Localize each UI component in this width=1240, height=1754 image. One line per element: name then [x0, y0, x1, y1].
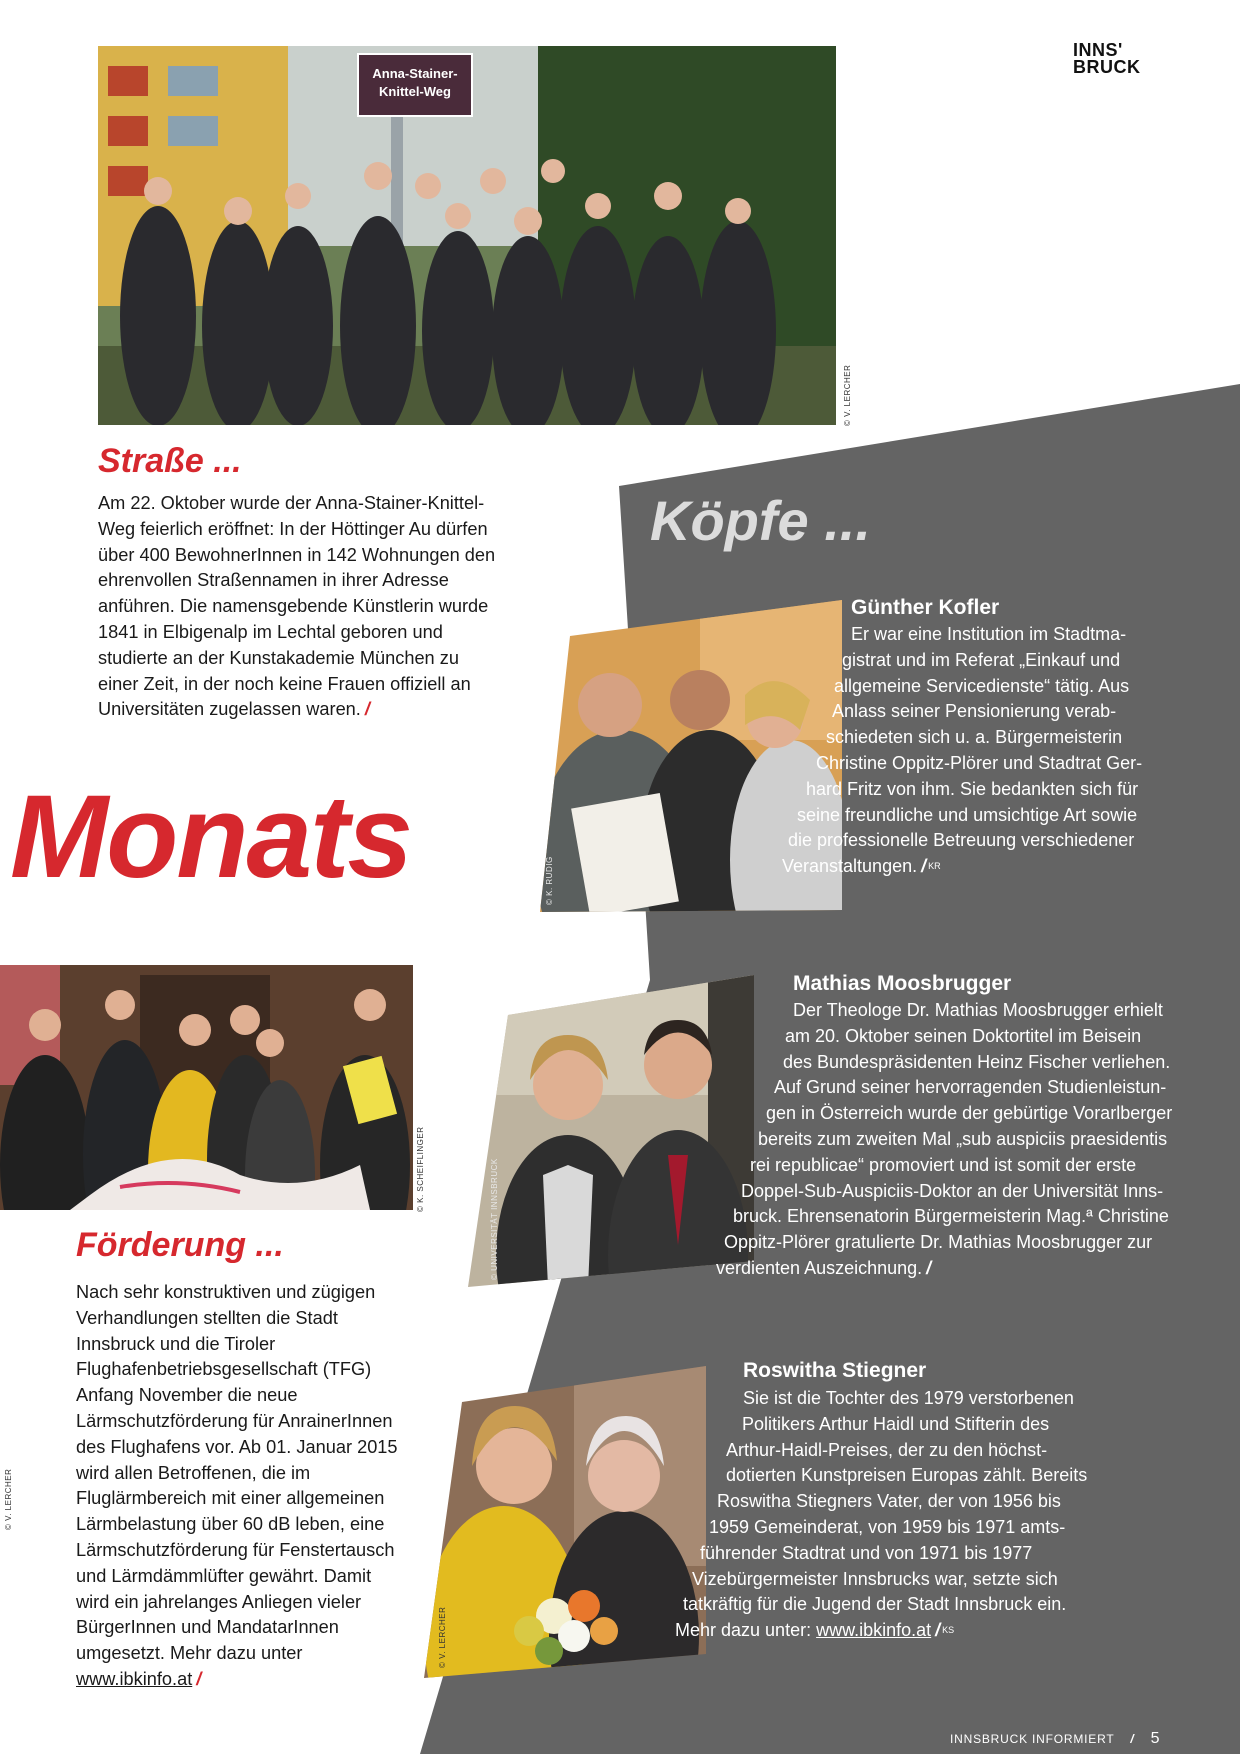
strasse-photo-credit: © V. LERCHER [843, 364, 852, 426]
moosbrugger-name: Mathias Moosbrugger [793, 972, 1012, 995]
foerderung-title: Förderung ... [76, 1226, 284, 1264]
stiegner-line-5: Roswitha Stiegners Vater, der von 1956 bis [717, 1491, 1061, 1512]
stiegner-line-6: 1959 Gemeinderat, von 1959 bis 1971 amts- [709, 1516, 1066, 1537]
moosbrugger-line-6: bereits zum zweiten Mal „sub auspiciis praesidentis [758, 1128, 1168, 1149]
stiegner-more: Mehr dazu unter: [675, 1620, 812, 1641]
foerderung-ibkinfo-link[interactable]: www.ibkinfo.at [76, 1668, 193, 1689]
kofler-text [0, 622, 1240, 880]
moosbrugger-line-9: bruck. Ehrensenatorin Bürgermeisterin Mag.ª Christine [733, 1206, 1169, 1227]
kofler-line-2: gistrat und im Referat „Einkauf und [842, 649, 1121, 670]
strasse-text: Am 22. Oktober wurde der Anna-Stainer-Knittel-Weg feierlich eröffnet: In der Höttinger Au dürfen über 400 BewohnerInnen in 142 Wohnungen den ehrenvollen Straßennamen in ihrer Adresse anführen. Die namensgebende Künstlerin wurde 1841 in Elbigenalp im Lechtal geboren und studierte an der Kunstakademie München zu einer Zeit, in der noch keine Frauen offiziell an Universitäten zugelassen waren. [98, 493, 496, 720]
stiegner-line-2: Politikers Arthur Haidl und Stifterin des [742, 1413, 1050, 1434]
foerderung-photo-credit: © K. SCHEIFLINGER [416, 1126, 425, 1212]
kofler-line-6: Christine Oppitz-Plörer und Stadtrat Ger- [816, 752, 1143, 773]
page-number: 5 [1150, 1730, 1161, 1747]
kofler-photo-credit: © K. RUDIG [545, 856, 554, 905]
strasse-title: Straße ... [98, 442, 242, 480]
stiegner-line-4: dotierten Kunstpreisen Europas zählt. Bereits [726, 1465, 1088, 1486]
kofler-line-1: Er war eine Institution im Stadtma- [851, 624, 1127, 644]
strasse-photo [98, 46, 836, 425]
kofler-line-7: hard Fritz von ihm. Sie bedankten sich für [806, 778, 1139, 799]
koepfe-heading: Köpfe ... [650, 489, 871, 552]
moosbrugger-line-10: Oppitz-Plörer gratulierte Dr. Mathias Moosbrugger zur [724, 1232, 1153, 1253]
moosbrugger-line-4: Auf Grund seiner hervorragenden Studienleistun- [774, 1077, 1167, 1098]
moosbrugger-photo-credit: © UNIVERSITÄT INNSBRUCK [490, 1158, 499, 1280]
foerderung-text-block [76, 1280, 406, 1693]
end-marker: / [364, 699, 370, 720]
foerderung-text: Nach sehr konstruktiven und zügigen Verhandlungen stellten die Stadt Innsbruck und die Tiroler Flughafenbetriebsgesellschaft (TFG) Anfang November die neue Lärmschutzförderung für AnrainerInnen des Flughafens vor. Ab 01. Januar 2015 wird allen Betroffenen, die im Fluglärmbereich mit einer allgemeinen Lärmbelastung über 60 dB leben, eine Lärmschutzförderung für Fenstertausch und Lärmdämmlüfter gewährt. Damit wird ein jahrelanges Anliegen vieler BürgerInnen und MandatarInnen umgesetzt. Mehr dazu unter [76, 1282, 398, 1664]
kofler-name: Günther Kofler [851, 596, 1000, 619]
kofler-line-3: allgemeine Servicedienste“ tätig. Aus [834, 675, 1130, 696]
stiegner-signature: KS [942, 1625, 955, 1636]
moosbrugger-line-3: des Bundespräsidenten Heinz Fischer verliehen. [783, 1051, 1171, 1072]
stiegner-photo-credit: © V. LERCHER [438, 1606, 447, 1668]
end-marker: / [926, 1257, 932, 1278]
footer-marker: / [1130, 1732, 1135, 1746]
stiegner-line-7: führender Stadtrat und von 1971 bis 1977 [700, 1542, 1033, 1563]
monats-heading: Monats [10, 771, 411, 903]
end-marker: / [196, 1668, 202, 1689]
footer-label: INNSBRUCK INFORMIERT [950, 1732, 1115, 1746]
moosbrugger-line-11: verdienten Auszeichnung. [716, 1257, 923, 1278]
foerderung-photo [0, 965, 413, 1210]
stiegner-line-1: Sie ist die Tochter des 1979 verstorbenen [743, 1388, 1074, 1408]
stiegner-name: Roswitha Stiegner [743, 1359, 927, 1382]
street-sign-line-1: Anna-Stainer- [372, 66, 458, 81]
kofler-line-10: Veranstaltungen. [782, 856, 918, 877]
kofler-line-5: schiedeten sich u. a. Bürgermeisterin [826, 727, 1123, 748]
kofler-signature: KR [928, 861, 941, 872]
logo-line-2: BRUCK [1073, 57, 1141, 77]
moosbrugger-line-8: Doppel-Sub-Auspiciis-Doktor an der Universität Inns- [741, 1180, 1164, 1201]
logo-line-1: INNS' [1073, 40, 1123, 60]
moosbrugger-line-1: Der Theologe Dr. Mathias Moosbrugger erhielt [793, 1000, 1163, 1020]
kofler-line-4: Anlass seiner Pensionierung verab- [832, 701, 1117, 722]
moosbrugger-line-2: am 20. Oktober seinen Doktortitel im Beisein [785, 1025, 1142, 1046]
end-marker: / [935, 1620, 941, 1641]
street-sign-line-2: Knittel-Weg [379, 84, 451, 99]
stiegner-line-3: Arthur-Haidl-Preises, der zu den höchst- [726, 1439, 1048, 1460]
stiegner-ibkinfo-link[interactable]: www.ibkinfo.at [816, 1620, 932, 1641]
foerderung-side-credit: © V. LERCHER [4, 1468, 13, 1530]
footer [950, 1730, 1160, 1748]
stiegner-line-8: Vizebürgermeister Innsbrucks war, setzte sich [692, 1568, 1058, 1589]
kofler-line-9: die professionelle Betreuung verschiedener [788, 830, 1135, 851]
moosbrugger-line-7: rei republicae“ promoviert und ist somit der erste [750, 1154, 1137, 1175]
innsbruck-logo [1073, 42, 1141, 76]
moosbrugger-line-5: gen in Österreich wurde der gebürtige Vorarlberger [766, 1103, 1173, 1124]
kofler-line-8: seine freundliche und umsichtige Art sowie [797, 804, 1138, 825]
stiegner-line-9: tatkräftig für die Jugend der Stadt Innsbruck ein. [683, 1594, 1067, 1615]
end-marker: / [921, 856, 927, 877]
